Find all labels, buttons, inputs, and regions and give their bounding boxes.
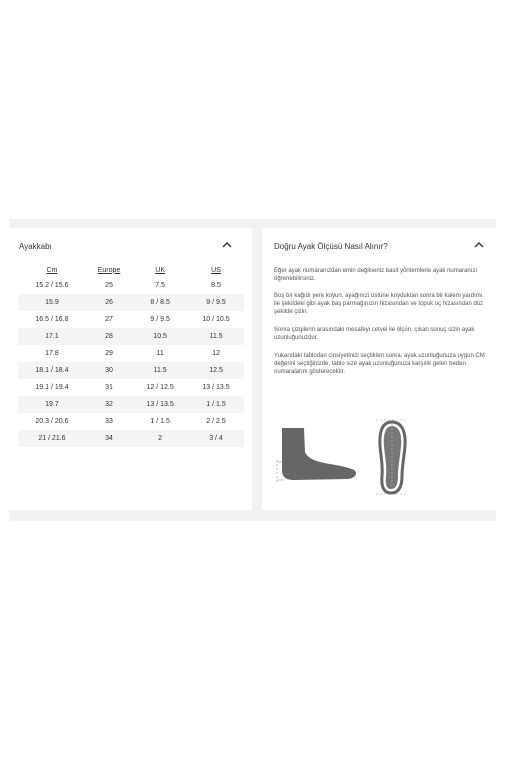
foot-sole-illustration bbox=[372, 416, 412, 500]
shoe-size-panel bbox=[9, 228, 252, 510]
cell-us: 3 / 4 bbox=[188, 430, 244, 447]
cell-uk: 11.5 bbox=[132, 362, 188, 379]
cell-us: 2 / 2.5 bbox=[206, 418, 226, 425]
cell-europe: 28 bbox=[86, 328, 132, 345]
cell-us: 1 / 1.5 bbox=[188, 396, 244, 413]
cell-europe: 33 bbox=[105, 418, 113, 425]
cell-europe: 27 bbox=[105, 316, 113, 323]
cell-europe: 25 bbox=[105, 282, 113, 289]
cell-cm: 18.1 / 18.4 bbox=[18, 362, 86, 379]
cell-cm: 16.5 / 16.8 bbox=[35, 316, 69, 323]
cell-cm: 19.7 bbox=[18, 396, 86, 413]
table-row bbox=[18, 277, 244, 294]
cell-uk: 13 / 13.5 bbox=[132, 396, 188, 413]
chevron-up-icon[interactable] bbox=[221, 239, 233, 251]
cell-uk: 9 / 9.5 bbox=[150, 316, 170, 323]
cell-cm: 17.8 bbox=[45, 350, 59, 357]
cell-europe: 34 bbox=[86, 430, 132, 447]
cell-europe: 29 bbox=[105, 350, 113, 357]
cell-us: 12.5 bbox=[188, 362, 244, 379]
cell-us: 10 / 10.5 bbox=[202, 316, 230, 323]
shoe-size-title: Ayakkabı bbox=[19, 242, 52, 251]
col-header-us[interactable]: US bbox=[211, 266, 221, 274]
cell-europe: 32 bbox=[86, 396, 132, 413]
size-table-header bbox=[18, 263, 244, 277]
col-header-cm[interactable]: Cm bbox=[46, 266, 58, 274]
cell-cm: 17.1 bbox=[18, 328, 86, 345]
cell-us: 8.5 bbox=[211, 282, 221, 289]
cell-us: 13 / 13.5 bbox=[202, 384, 230, 391]
cell-cm: 19.1 / 19.4 bbox=[35, 384, 69, 391]
cell-uk: 8 / 8.5 bbox=[132, 294, 188, 311]
guide-paragraph-4: Yukarıdaki tablodan cinsiyetinizi seçtikten sonra, ayak uzunluğunuza uygun CM değerini seçtiğinizde, tablo size ayak uzunluğunuza karşılık gelen beden numaralarını gösterecektir. bbox=[274, 353, 485, 375]
cell-us: 12 bbox=[212, 350, 220, 357]
cell-cm: 15.2 / 15.6 bbox=[35, 282, 69, 289]
chevron-up-icon[interactable] bbox=[473, 239, 485, 251]
cell-uk: 11 bbox=[156, 350, 164, 357]
measure-guide-title: Doğru Ayak Ölçüsü Nasıl Alınır? bbox=[274, 242, 388, 251]
cell-uk: 10.5 bbox=[132, 328, 188, 345]
table-row bbox=[18, 311, 244, 328]
cell-uk: 1 / 1.5 bbox=[150, 418, 170, 425]
col-header-uk[interactable]: UK bbox=[155, 266, 165, 274]
table-row bbox=[18, 396, 244, 413]
cell-europe: 31 bbox=[105, 384, 113, 391]
cell-us: 9 / 9.5 bbox=[188, 294, 244, 311]
cell-uk: 2 bbox=[132, 430, 188, 447]
cell-cm: 15.9 bbox=[18, 294, 86, 311]
table-row bbox=[18, 345, 244, 362]
table-row bbox=[18, 379, 244, 396]
guide-paragraph-3: Sonra çizgilerin arasındaki mesafeyi cetvel ile ölçün, çıkan sonuç sizin ayak uzunluğunuzdur. bbox=[274, 327, 475, 341]
measure-guide-panel bbox=[262, 228, 496, 510]
cell-uk: 7.5 bbox=[155, 282, 165, 289]
cell-cm: 20.3 / 20.6 bbox=[35, 418, 69, 425]
cell-europe: 26 bbox=[86, 294, 132, 311]
cell-us: 11.5 bbox=[188, 328, 244, 345]
size-table bbox=[18, 263, 244, 447]
table-row bbox=[18, 328, 244, 345]
cell-europe: 30 bbox=[86, 362, 132, 379]
guide-paragraph-1: Eğer ayak numaranızdan emin değilseniz basit yöntemlerle ayak numaranızı öğrenebilirsiniz. bbox=[274, 268, 478, 282]
cell-uk: 12 / 12.5 bbox=[146, 384, 174, 391]
foot-side-illustration bbox=[274, 426, 364, 488]
cell-cm: 21 / 21.6 bbox=[18, 430, 86, 447]
guide-paragraph-2: Boş bir kağıdı yere koyun, ayağınızı üstüne koyduktan sonra bir kalem yardımı ile şekildeki gibi ayak baş parmağınızın hizasından ve topuk uç hizasından düz şekilde çizin. bbox=[274, 293, 484, 315]
table-row bbox=[18, 362, 244, 379]
table-row bbox=[18, 294, 244, 311]
table-row bbox=[18, 430, 244, 447]
table-row bbox=[18, 413, 244, 430]
col-header-europe[interactable]: Europe bbox=[97, 266, 121, 274]
